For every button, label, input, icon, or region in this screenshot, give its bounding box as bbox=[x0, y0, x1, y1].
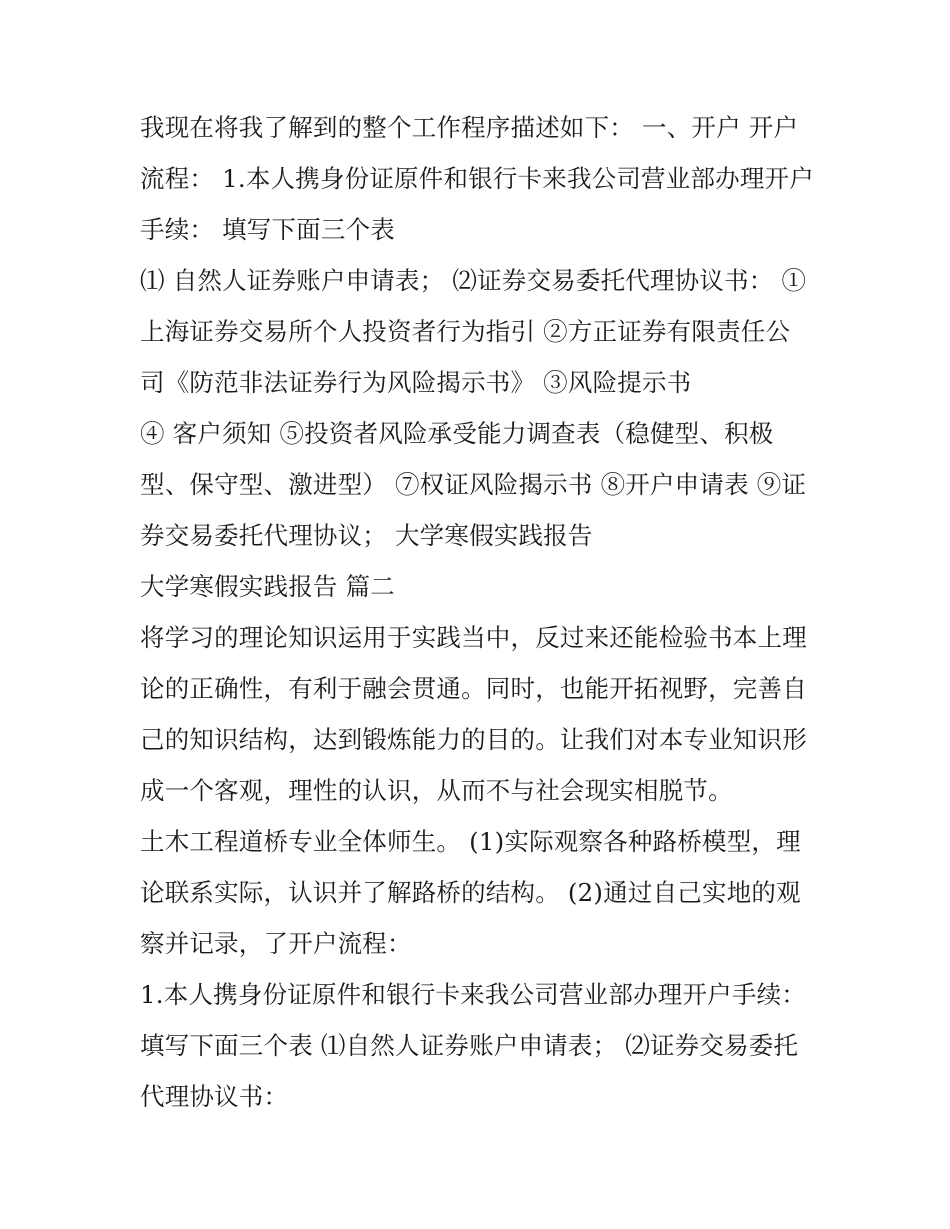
section-heading: 大学寒假实践报告 篇二 bbox=[140, 572, 395, 601]
text-line-1: 我现在将我了解到的整个工作程序描述如下： 一、开户 开户 bbox=[140, 113, 799, 142]
text-line-11: 将学习的理论知识运用于实践当中，反过来还能检验书本上理 bbox=[140, 623, 807, 652]
text-line-15: 土木工程道桥专业全体师生。 (1)实际观察各种路桥模型，理 bbox=[140, 827, 801, 856]
text-line-17: 察并记录，了开户流程： bbox=[140, 929, 412, 958]
text-line-9: 券交易委托代理协议； 大学寒假实践报告 bbox=[140, 521, 593, 550]
text-line-14: 成一个客观，理性的认识，从而不与社会现实相脱节。 bbox=[140, 776, 733, 805]
text-line-13: 己的知识结构，达到锻炼能力的目的。让我们对本专业知识形 bbox=[140, 725, 807, 754]
text-line-6: 司《防范非法证券行为风险揭示书》 ③风险提示书 bbox=[140, 368, 692, 397]
text-line-5: 上海证券交易所个人投资者行为指引 ②方正证券有限责任公 bbox=[140, 317, 791, 346]
text-line-20: 代理协议书： bbox=[140, 1082, 289, 1111]
text-line-16: 论联系实际，认识并了解路桥的结构。 (2)通过自己实地的观 bbox=[140, 878, 801, 907]
text-line-12: 论的正确性，有利于融会贯通。同时，也能开拓视野，完善自 bbox=[140, 674, 807, 703]
text-line-7: ④ 客户须知 ⑤投资者风险承受能力调查表（稳健型、积极 bbox=[140, 419, 774, 448]
text-line-19: 填写下面三个表 ⑴自然人证券账户申请表； ⑵证券交易委托 bbox=[140, 1031, 799, 1060]
text-line-8: 型、保守型、激进型） ⑦权证风险揭示书 ⑧开户申请表 ⑨证 bbox=[140, 470, 807, 499]
text-line-18: 1.本人携身份证原件和银行卡来我公司营业部办理开户手续： bbox=[140, 980, 806, 1009]
text-line-4: ⑴ 自然人证券账户申请表； ⑵证券交易委托代理协议书： ① bbox=[140, 266, 807, 295]
text-line-2: 流程： 1.本人携身份证原件和银行卡来我公司营业部办理开户 bbox=[140, 164, 814, 193]
text-line-3: 手续： 填写下面三个表 bbox=[140, 215, 395, 244]
